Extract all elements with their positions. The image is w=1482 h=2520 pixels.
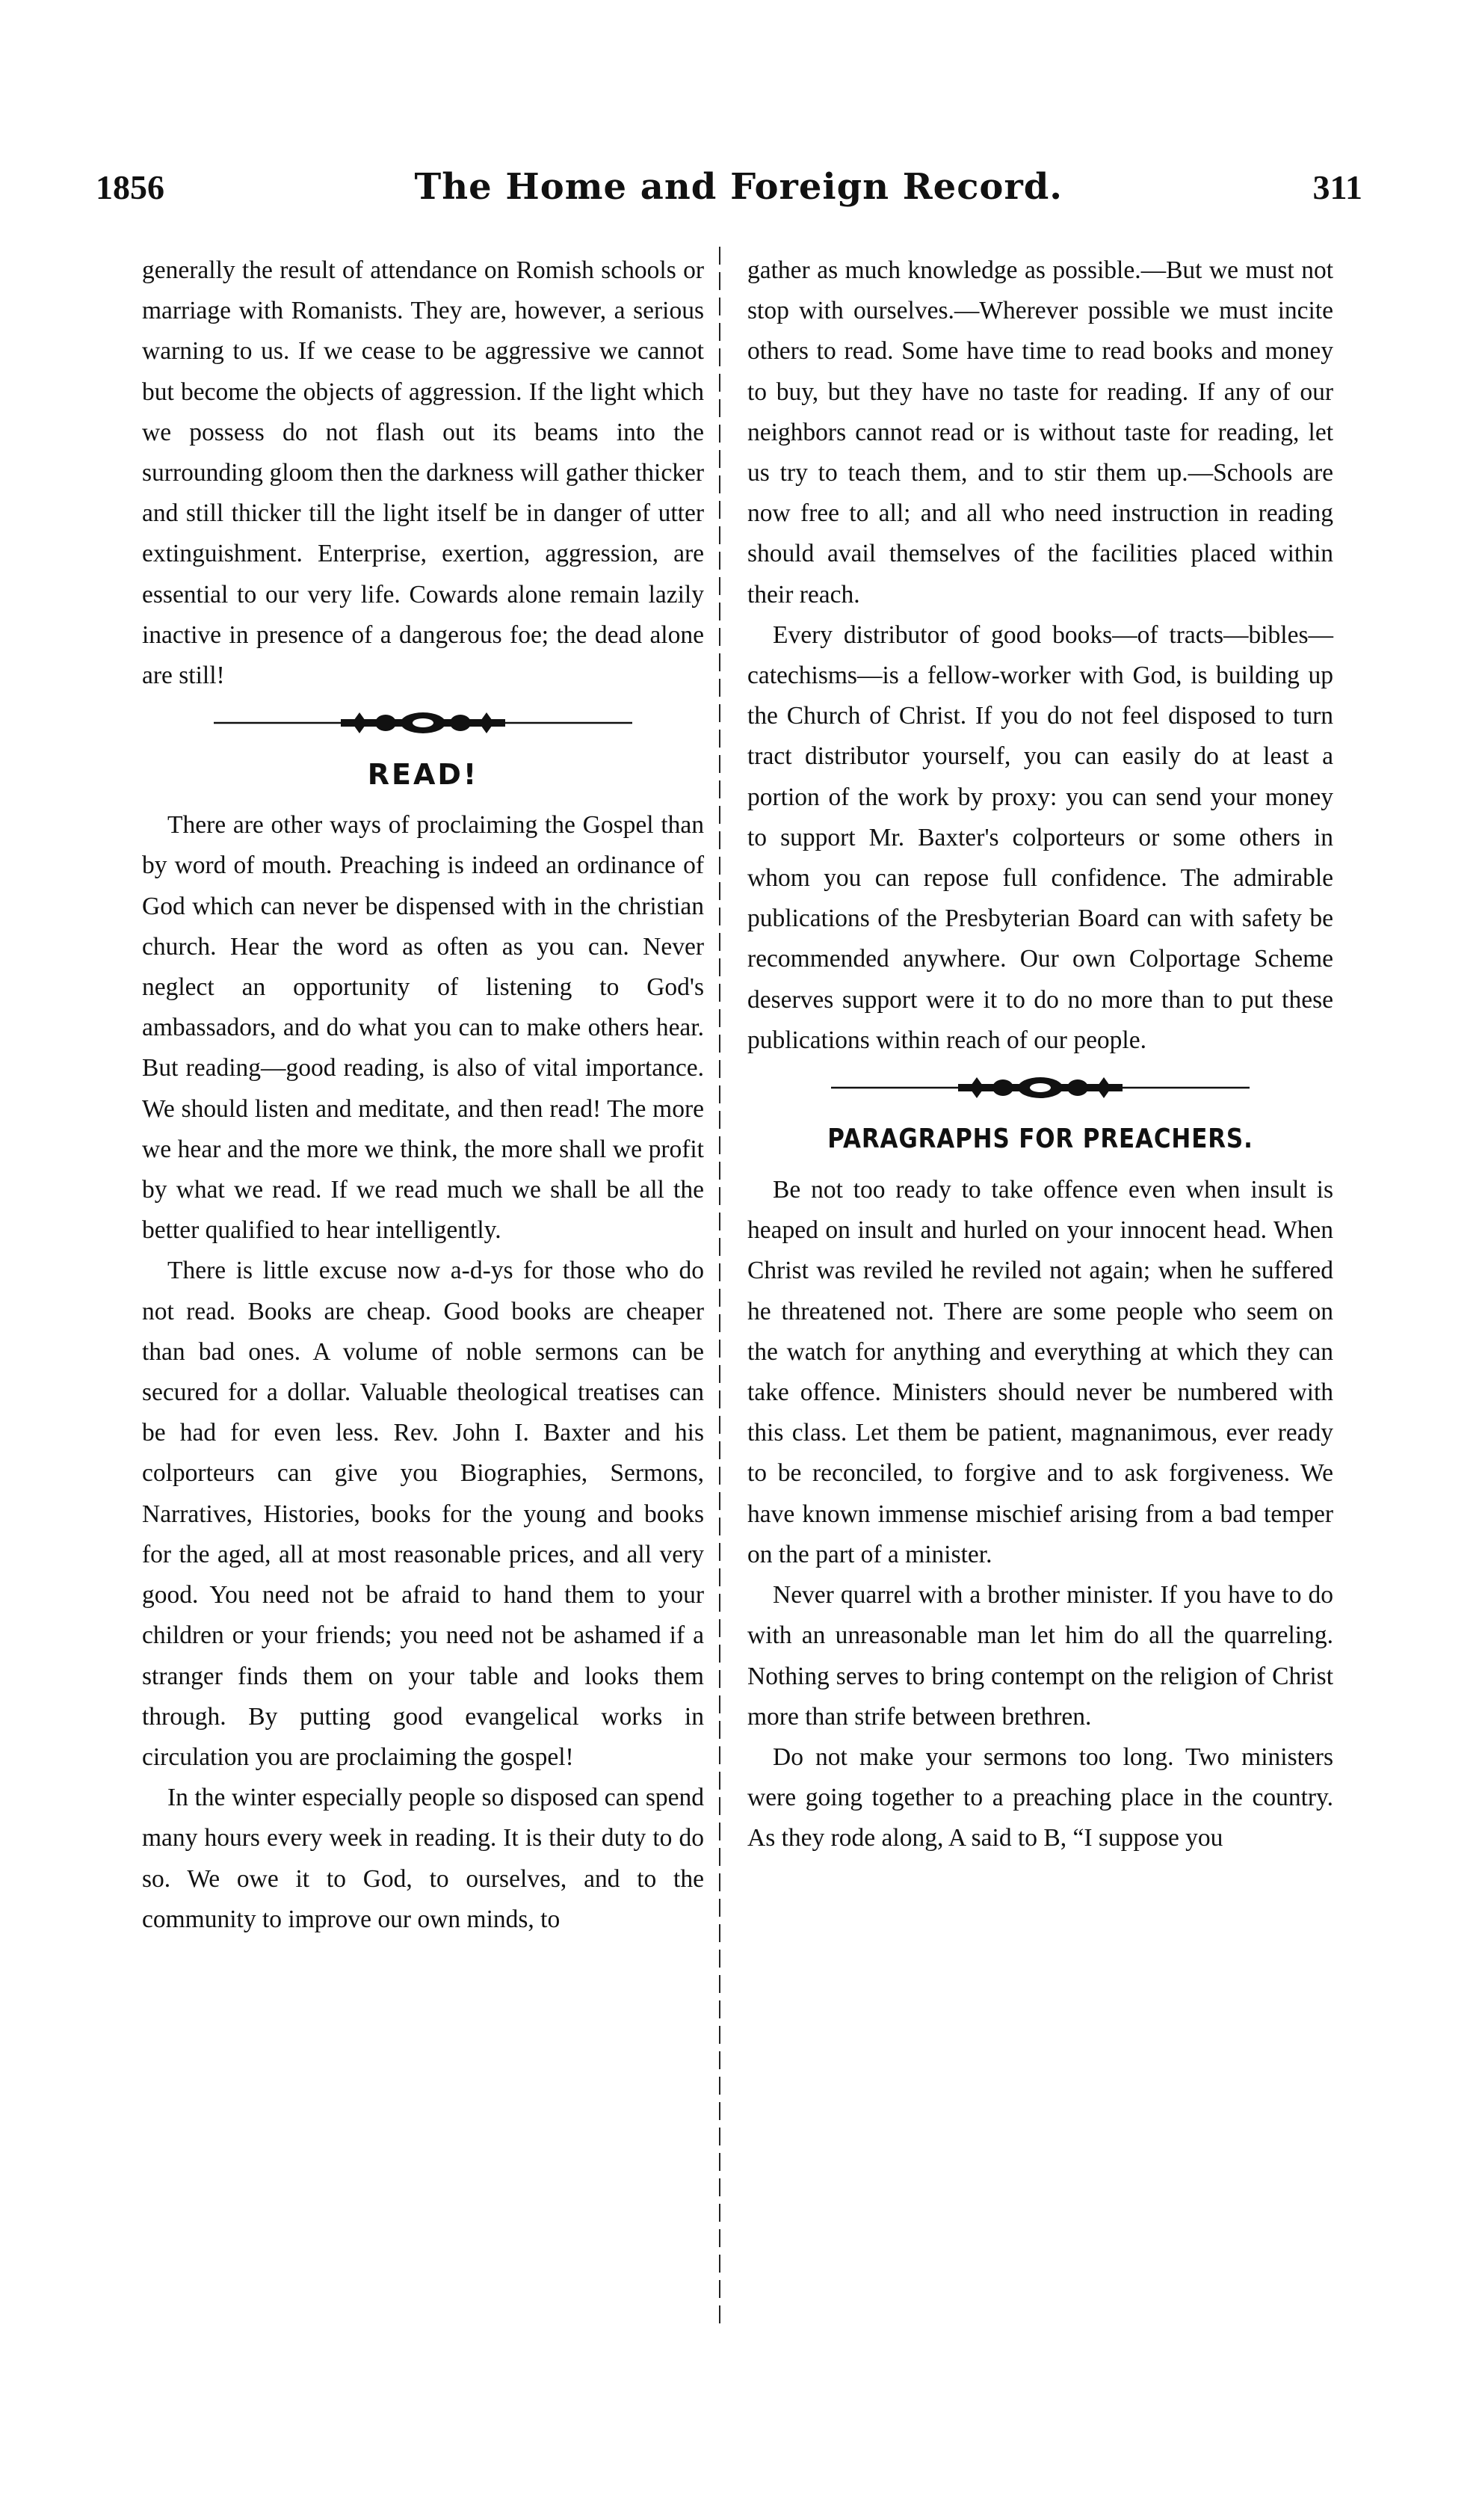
paragraph: In the winter especially people so disposed can spend many hours every week in reading. It is their duty to do so. We owe it to God, to ourselves, and to the community to improve our own minds, to (142, 1784, 704, 1933)
running-head (96, 166, 1362, 218)
ornamental-rule-icon (747, 1073, 1333, 1106)
page-number: 311 (1312, 168, 1362, 206)
paragraph: There are other ways of proclaiming the Gospel than by word of mouth. Preaching is indeed an ordinance of God which can never be dispensed with in the christian church. Hear the word as often as you can. Never neglect an opportunity of listening to God's ambassadors, and do what you can to make others hear. But reading—good reading, is also of vital importance. We should listen and meditate, and then read! The more we hear and the more we think, the more shall we profit by what we read. If we read much we shall be all the better qualified to hear intelligently. (142, 811, 704, 1245)
paragraph: gather as much knowledge as possible.—But we must not stop with ourselves.—Wherever possible we must incite others to read. Some have time to read books and money to buy, but they have no taste for reading. If any of our neighbors cannot read or is without taste for reading, let us try to teach them, and to stir them up.—Schools are now free to all; and all who need instruction in reading should avail themselves of the facilities placed within their reach. (747, 256, 1333, 609)
paragraph: Do not make your sermons too long. Two ministers were going together to a preaching place in the country. As they rode along, A said to B, “I suppose you (747, 1743, 1333, 1852)
section-heading-read: READ! (367, 758, 479, 792)
paragraph: There is little excuse now a-d-ys for those who do not read. Books are cheap. Good books are cheaper than bad ones. A volume of noble sermons can be secured for a dollar. Valuable theological treatises can be had for even less. Rev. John I. Baxter and his colporteurs can give you Biographies, Sermons, Narratives, Histories, books for the young and books for the aged, all at most reasonable prices, and all very good. You need not be afraid to hand them to your children or your friends; you need not be ashamed if a stranger finds them on your table and looks them through. By putting good evangelical works in circulation you are proclaiming the gospel! (142, 1257, 704, 1771)
paragraph: Never quarrel with a brother minister. If you have to do with an unreasonable man let him do all the quarreling. Nothing serves to bring contempt on the religion of Christ more than strife between brethren. (747, 1581, 1333, 1731)
paragraph: generally the result of attendance on Romish schools or marriage with Romanists. They are, however, a serious warning to us. If we cease to be aggressive we cannot but become the objects of aggression. If the light which we possess do not flash out its beams into the surrounding gloom then the darkness will gather thicker and still thicker till the light itself be in danger of utter extinguishment. Enterprise, exertion, aggression, are essential to our very life. Cowards alone remain lazily inactive in presence of a dangerous foe; the dead alone are still! (142, 256, 704, 690)
paragraph: Every distributor of good books—of tracts—bibles—catechisms—is a fellow-worker with God, is building up the Church of Christ. If you do not feel disposed to turn tract distributor yourself, you can easily do at least a portion of the work by proxy: you can send your money to support Mr. Baxter's colporteurs or some others in whom you can repose full confidence. The admirable publications of the Presbyterian Board can with safety be recommended anywhere. Our own Colportage Scheme deserves support were it to do no more than to put these publications within reach of our people. (747, 620, 1333, 1054)
section-heading-paragraphs-for-preachers: PARAGRAPHS FOR PREACHERS. (827, 1124, 1253, 1155)
left-column (142, 250, 704, 1940)
right-column (747, 250, 1333, 1859)
header-year: 1856 (96, 168, 164, 206)
journal-title: The Home and Foreign Record. (414, 166, 1063, 208)
column-divider (719, 247, 720, 2325)
ornamental-rule-icon (142, 708, 704, 741)
paragraph: Be not too ready to take offence even when insult is heaped on insult and hurled on your innocent head. When Christ was reviled he reviled not again; when he suffered he threatened not. There are some people who seem on the watch for anything and everything at which they can take offence. Ministers should never be numbered with this class. Let them be patient, magnanimous, ever ready to be reconciled, to forgive and to ask forgiveness. We have known immense mischief arising from a bad temper on the part of a minister. (747, 1176, 1333, 1568)
